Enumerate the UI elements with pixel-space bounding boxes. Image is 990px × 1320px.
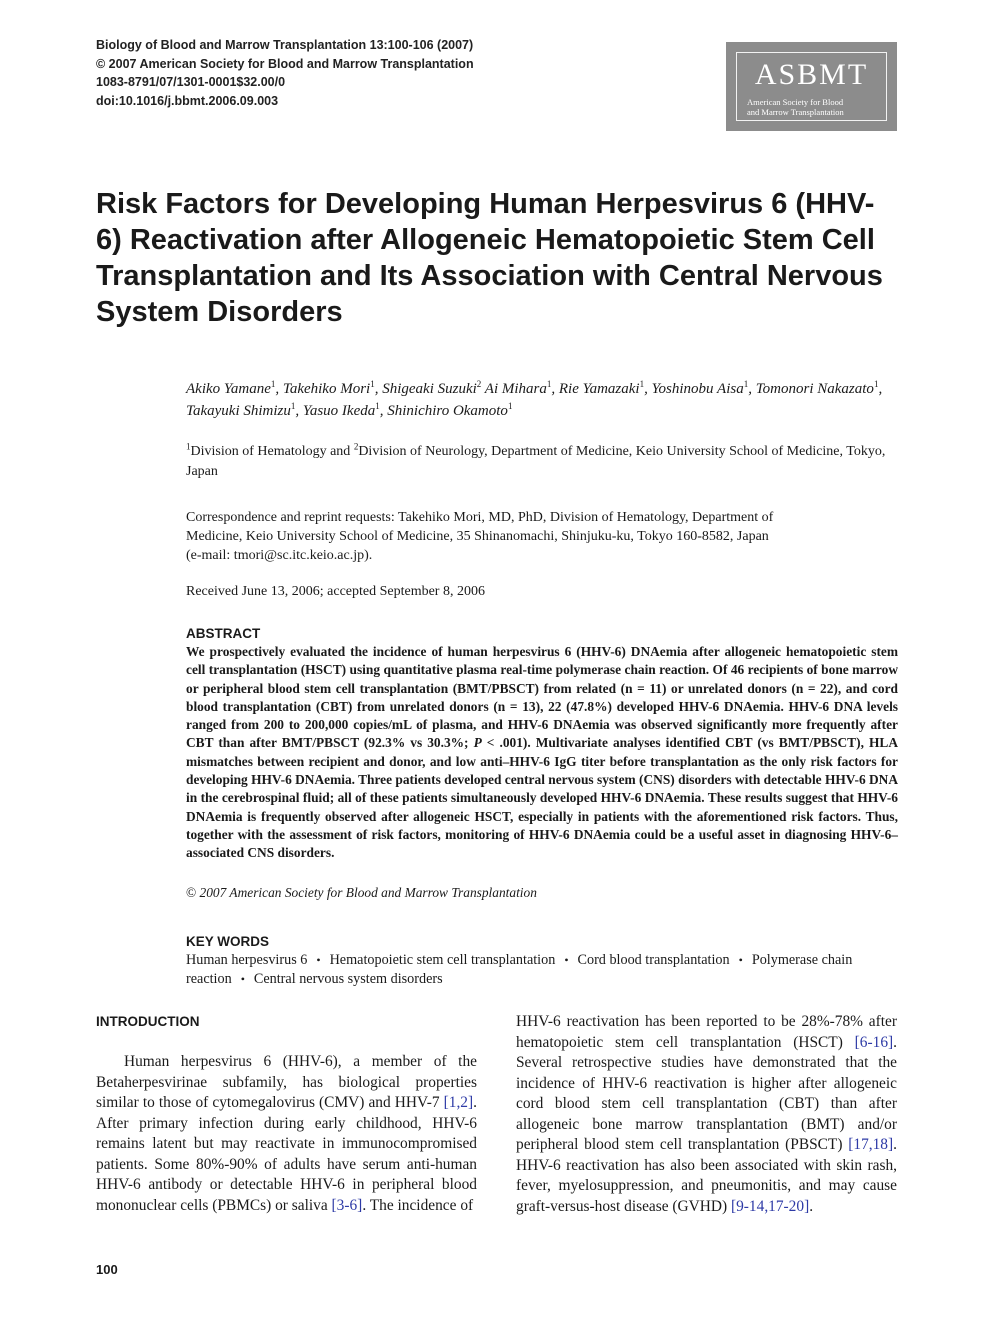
body-text: Human herpesvirus 6 (HHV-6), a member of the Betaherpesvirinae subfamily, has biological properties similar to those of cytomegalovirus (CMV) and HHV-7 <box>96 1053 477 1111</box>
author-name: Shigeaki Suzuki <box>382 381 477 397</box>
citation-link[interactable]: [6-16] <box>854 1033 894 1051</box>
journal-citation-line: Biology of Blood and Marrow Transplantation 13:100-106 (2007) <box>96 38 474 52</box>
author-name: Yasuo Ikeda <box>302 403 376 419</box>
body-text: . HHV-6 reactivation has also been associated with skin rash, fever, myelosuppression, and pneumonitis, and may cause graft-versus-host disease (GVHD) <box>516 1136 897 1215</box>
author-affiliation-marker: 1 <box>370 379 375 389</box>
affiliation-text: Division of Neurology, Department of Medicine, Keio University School of Medicine, Tokyo, Japan <box>186 444 886 479</box>
citation-link[interactable]: [17,18] <box>848 1136 894 1153</box>
body-text: HHV-6 reactivation has been reported to be 28%-78% after hematopoietic stem cell transplantation (HSCT) <box>516 1013 897 1051</box>
keyword: Central nervous system disorders <box>253 971 443 987</box>
affiliation-marker: 1 <box>186 441 191 452</box>
keyword: Polymerase chain reaction <box>186 952 853 987</box>
introduction-right-column <box>516 1012 897 1217</box>
author-affiliation-marker: 1 <box>375 401 380 411</box>
abstract-heading: ABSTRACT <box>186 626 261 641</box>
journal-citation <box>96 36 474 110</box>
affiliation-marker: 2 <box>353 441 359 452</box>
logo-acronym: ASBMT <box>754 58 869 91</box>
introduction-heading: INTRODUCTION <box>96 1014 200 1029</box>
correspondence-line: Correspondence and reprint requests: Takehiko Mori, MD, PhD, Division of Hematology, Department of <box>186 510 774 525</box>
keyword-separator: • <box>240 972 245 986</box>
citation-link[interactable]: [9-14,17-20] <box>730 1197 810 1215</box>
author-list: Akiko Yamane$^1$, Takehiko Mori$^1$, Shigeaki Suzuki$^2$ Ai Mihara$^1$, Rie Yamazaki$^1$, Yoshinobu Aisa$^1$, Tomonori Nakazato$^1$, Takayuki Shimizu$^1$, Yasuo Ikeda$^1$, Shinichiro Okamoto$^1$ <box>186 379 883 419</box>
asbmt-logo <box>726 42 897 131</box>
affiliation-text: Division of Hematology and <box>190 444 354 459</box>
citation-link[interactable]: [3-6] <box>331 1196 363 1214</box>
p-value-symbol: P <box>473 735 482 751</box>
citation-link[interactable]: [1,2] <box>443 1094 474 1111</box>
author-affiliation-marker: 1 <box>743 379 749 389</box>
abstract-text-part: We prospectively evaluated the incidence of human herpesvirus 6 (HHV-6) DNAemia after allogeneic hematopoietic stem cell transplantation (HSCT) using quantitative plasma real-time polymerase chain reaction. Of 46 recipients of bone marrow or peripheral blood stem cell transplantation (BMT/PBSCT) from related (n = 11) or unrelated donors (n = 22), and cord blood transplantation (CBT) from unrelated donors (n = 13), 22 (47.8%) developed HHV-6 DNAemia. HHV-6 DNA levels ranged from 200 to 200,000 copies/mL of plasma, and HHV-6 DNAemia was observed significantly more frequently after CBT than after BMT/PBSCT (92.3% vs 30.3%; <box>186 644 898 751</box>
author-affiliation-marker: 2 <box>476 379 482 389</box>
author-name: Shinichiro Okamoto <box>387 403 508 419</box>
author-affiliation-marker: 1 <box>270 379 276 389</box>
keyword-separator: • <box>316 953 321 967</box>
author-affiliation-marker: 1 <box>290 401 296 411</box>
author-affiliation-marker: 1 <box>507 401 513 411</box>
received-dates: Received June 13, 2006; accepted September 8, 2006 <box>186 584 485 599</box>
keywords-heading: KEY WORDS <box>186 934 270 949</box>
journal-issn-line: 1083-8791/07/1301-0001$32.00/0 <box>96 75 286 89</box>
keyword-list <box>186 951 894 989</box>
body-text: . <box>809 1197 814 1215</box>
abstract-copyright <box>186 884 898 902</box>
author-name: Yoshinobu Aisa <box>651 381 744 397</box>
body-text: . After primary infection during early childhood, HHV-6 remains latent but may reactivate in immunocompromised patients. Some 80%-90% of adults have serum anti-human HHV-6 antibody or detectable HHV-6 in peripheral blood mononuclear cells (PBMCs) or saliva <box>96 1094 477 1214</box>
abstract-text <box>186 643 898 863</box>
correspondence-email: (e-mail: tmori@sc.itc.keio.ac.jp). <box>186 548 373 563</box>
author-name: Ai Mihara <box>484 381 547 397</box>
correspondence <box>186 508 898 565</box>
author-name: Rie Yamazaki <box>558 381 640 397</box>
author-affiliation-marker: 1 <box>639 379 645 389</box>
author-affiliation-marker: 1 <box>873 379 879 389</box>
article-title: Risk Factors for Developing Human Herpesvirus 6 (HHV-6) Reactivation after Allogeneic Hematopoietic Stem Cell Transplantation and Its Association with Central Nervous System Disorders <box>96 188 883 328</box>
abstract-text-part: < .001). Multivariate analyses identified CBT (vs BMT/PBSCT), HLA mismatches between recipient and donor, and low anti–HHV-6 IgG titer before transplantation as the only risk factors for developing HHV-6 DNAemia. Three patients developed central nervous system (CNS) disorders with detectable HHV-6 DNA in the cerebrospinal fluid; all of these patients simultaneously developed HHV-6 DNAemia. These results suggest that HHV-6 DNAemia is frequently observed after allogeneic HSCT, especially in patients with the aforementioned risk factors. Thus, together with the assessment of risk factors, monitoring of HHV-6 DNAemia could be a useful asset in diagnosing HHV-6–associated CNS disorders. <box>186 735 898 861</box>
keyword-separator: • <box>564 953 569 967</box>
journal-doi-line: doi:10.1016/j.bbmt.2006.09.003 <box>96 93 279 108</box>
page-number: 100 <box>96 1262 118 1277</box>
logo-society-name <box>747 97 844 117</box>
author-name: Tomonori Nakazato <box>755 381 874 397</box>
correspondence-line: Medicine, Keio University School of Medicine, 35 Shinanomachi, Shinjuku-ku, Tokyo 160-8582, Japan <box>186 529 769 544</box>
logo-name-line: and Marrow Transplantation <box>747 107 844 117</box>
author-name: Takehiko Mori <box>282 381 371 397</box>
keyword: Human herpesvirus 6 <box>186 952 308 968</box>
author-name: Takayuki Shimizu <box>186 403 291 419</box>
author-affiliation-marker: 1 <box>546 379 552 389</box>
keyword: Cord blood transplantation <box>577 952 730 968</box>
author-name: Akiko Yamane <box>186 381 271 397</box>
introduction-left-column <box>96 1052 477 1216</box>
body-text: . Several retrospective studies have demonstrated that the incidence of HHV-6 reactivation is higher after allogeneic cord blood stem cell transplantation (CBT) than after allogeneic bone marrow transplantation (BMT) and/or peripheral blood stem cell transplantation (PBSCT) <box>516 1033 897 1153</box>
copyright-symbol: © <box>186 885 197 900</box>
body-text: . The incidence of <box>362 1196 474 1214</box>
keyword: Hematopoietic stem cell transplantation <box>329 952 556 968</box>
logo-name-line: American Society for Blood <box>747 97 844 107</box>
keyword-separator: • <box>738 953 743 967</box>
affiliations <box>186 442 898 482</box>
copyright-text: 2007 American Society for Blood and Marrow Transplantation <box>196 885 537 900</box>
journal-copyright-line: © 2007 American Society for Blood and Marrow Transplantation <box>96 56 474 71</box>
